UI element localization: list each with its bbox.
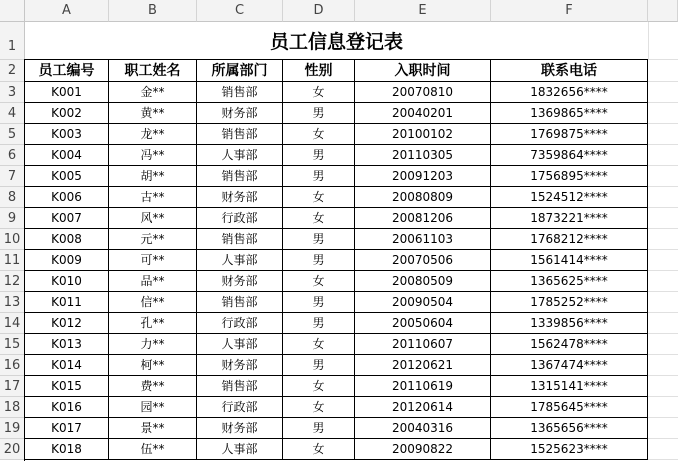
empty-cell[interactable]	[648, 355, 678, 376]
empty-cell[interactable]	[648, 166, 678, 187]
table-cell[interactable]: 金**	[109, 82, 197, 103]
table-cell[interactable]: 1832656****	[491, 82, 648, 103]
table-cell[interactable]: 20120621	[355, 355, 491, 376]
empty-cell[interactable]	[648, 124, 678, 145]
table-cell[interactable]: K009	[25, 250, 109, 271]
row-header[interactable]: 12	[0, 271, 25, 292]
table-cell[interactable]: 20070506	[355, 250, 491, 271]
table-cell[interactable]: 财务部	[197, 418, 283, 439]
table-cell[interactable]: K016	[25, 397, 109, 418]
table-cell[interactable]: 销售部	[197, 82, 283, 103]
table-cell[interactable]: 女	[283, 334, 355, 355]
empty-cell[interactable]	[648, 82, 678, 103]
empty-cell[interactable]	[648, 376, 678, 397]
table-cell[interactable]: K006	[25, 187, 109, 208]
table-cell[interactable]: K012	[25, 313, 109, 334]
column-header-g[interactable]	[648, 0, 678, 22]
table-cell[interactable]: 20120614	[355, 397, 491, 418]
table-cell[interactable]: 男	[283, 166, 355, 187]
table-cell[interactable]: K014	[25, 355, 109, 376]
column-header-f[interactable]: F	[491, 0, 648, 22]
table-cell[interactable]: 销售部	[197, 166, 283, 187]
table-cell[interactable]: 景**	[109, 418, 197, 439]
table-cell[interactable]: 男	[283, 418, 355, 439]
row-header[interactable]: 17	[0, 376, 25, 397]
table-cell[interactable]: K015	[25, 376, 109, 397]
column-header-d[interactable]: D	[283, 0, 355, 22]
table-cell[interactable]: 男	[283, 292, 355, 313]
table-cell[interactable]: 1367474****	[491, 355, 648, 376]
table-cell[interactable]: 20040201	[355, 103, 491, 124]
table-cell[interactable]: 费**	[109, 376, 197, 397]
row-header[interactable]: 10	[0, 229, 25, 250]
table-cell[interactable]: 女	[283, 376, 355, 397]
table-cell[interactable]: 1785645****	[491, 397, 648, 418]
row-header[interactable]: 13	[0, 292, 25, 313]
table-cell[interactable]: 黄**	[109, 103, 197, 124]
empty-cell[interactable]	[648, 229, 678, 250]
table-cell[interactable]: 1756895****	[491, 166, 648, 187]
table-cell[interactable]: 1365656****	[491, 418, 648, 439]
table-cell[interactable]: K007	[25, 208, 109, 229]
row-header[interactable]: 11	[0, 250, 25, 271]
table-cell[interactable]: 1365625****	[491, 271, 648, 292]
table-cell[interactable]: 胡**	[109, 166, 197, 187]
header-cell[interactable]: 联系电话	[491, 60, 648, 82]
table-cell[interactable]: 冯**	[109, 145, 197, 166]
table-cell[interactable]: 男	[283, 103, 355, 124]
table-cell[interactable]: 20100102	[355, 124, 491, 145]
table-cell[interactable]: 男	[283, 313, 355, 334]
row-header[interactable]: 7	[0, 166, 25, 187]
table-cell[interactable]: 人事部	[197, 145, 283, 166]
table-cell[interactable]: 女	[283, 208, 355, 229]
table-cell[interactable]: 销售部	[197, 229, 283, 250]
table-cell[interactable]: 孔**	[109, 313, 197, 334]
sheet-title[interactable]: 员工信息登记表	[25, 22, 648, 60]
table-cell[interactable]: 财务部	[197, 103, 283, 124]
table-cell[interactable]: K005	[25, 166, 109, 187]
table-cell[interactable]: 20081206	[355, 208, 491, 229]
table-cell[interactable]: 柯**	[109, 355, 197, 376]
empty-cell[interactable]	[648, 271, 678, 292]
header-cell[interactable]: 职工姓名	[109, 60, 197, 82]
table-cell[interactable]: 人事部	[197, 439, 283, 460]
table-cell[interactable]: 元**	[109, 229, 197, 250]
row-header[interactable]: 20	[0, 439, 25, 460]
table-cell[interactable]: 男	[283, 355, 355, 376]
row-header[interactable]: 19	[0, 418, 25, 439]
table-cell[interactable]: 销售部	[197, 292, 283, 313]
table-cell[interactable]: 20070810	[355, 82, 491, 103]
empty-cell[interactable]	[648, 22, 678, 60]
table-cell[interactable]: 龙**	[109, 124, 197, 145]
table-cell[interactable]: 1339856****	[491, 313, 648, 334]
table-cell[interactable]: 女	[283, 439, 355, 460]
table-cell[interactable]: 财务部	[197, 187, 283, 208]
empty-cell[interactable]	[648, 439, 678, 460]
row-header[interactable]: 9	[0, 208, 25, 229]
table-cell[interactable]: K008	[25, 229, 109, 250]
table-cell[interactable]: 力**	[109, 334, 197, 355]
empty-cell[interactable]	[648, 313, 678, 334]
row-header[interactable]: 5	[0, 124, 25, 145]
header-cell[interactable]: 性别	[283, 60, 355, 82]
table-cell[interactable]: 20110305	[355, 145, 491, 166]
table-cell[interactable]: 20090822	[355, 439, 491, 460]
empty-cell[interactable]	[648, 60, 678, 82]
column-header-e[interactable]: E	[355, 0, 491, 22]
table-cell[interactable]: 20091203	[355, 166, 491, 187]
row-header[interactable]: 2	[0, 60, 25, 82]
table-cell[interactable]: 20090504	[355, 292, 491, 313]
table-cell[interactable]: 财务部	[197, 355, 283, 376]
row-header[interactable]: 1	[0, 22, 25, 60]
table-cell[interactable]: 男	[283, 250, 355, 271]
table-cell[interactable]: 20040316	[355, 418, 491, 439]
table-cell[interactable]: 1561414****	[491, 250, 648, 271]
table-cell[interactable]: 女	[283, 397, 355, 418]
table-cell[interactable]: 20080809	[355, 187, 491, 208]
column-header-a[interactable]: A	[25, 0, 109, 22]
header-cell[interactable]: 所属部门	[197, 60, 283, 82]
row-header[interactable]: 3	[0, 82, 25, 103]
row-header[interactable]: 18	[0, 397, 25, 418]
table-cell[interactable]: 信**	[109, 292, 197, 313]
table-cell[interactable]: 人事部	[197, 250, 283, 271]
table-cell[interactable]: 1768212****	[491, 229, 648, 250]
table-cell[interactable]: 男	[283, 229, 355, 250]
table-cell[interactable]: 女	[283, 124, 355, 145]
table-cell[interactable]: 20080509	[355, 271, 491, 292]
select-all-corner[interactable]	[0, 0, 25, 22]
row-header[interactable]: 8	[0, 187, 25, 208]
table-cell[interactable]: 财务部	[197, 271, 283, 292]
row-header[interactable]: 4	[0, 103, 25, 124]
table-cell[interactable]: K004	[25, 145, 109, 166]
table-cell[interactable]: 1769875****	[491, 124, 648, 145]
empty-cell[interactable]	[648, 418, 678, 439]
table-cell[interactable]: 7359864****	[491, 145, 648, 166]
table-cell[interactable]: 销售部	[197, 124, 283, 145]
table-cell[interactable]: K001	[25, 82, 109, 103]
table-cell[interactable]: 女	[283, 82, 355, 103]
table-cell[interactable]: 女	[283, 187, 355, 208]
table-cell[interactable]: 品**	[109, 271, 197, 292]
header-cell[interactable]: 入职时间	[355, 60, 491, 82]
table-cell[interactable]: 伍**	[109, 439, 197, 460]
table-cell[interactable]: K018	[25, 439, 109, 460]
table-cell[interactable]: K010	[25, 271, 109, 292]
table-cell[interactable]: 人事部	[197, 334, 283, 355]
table-cell[interactable]: 20050604	[355, 313, 491, 334]
table-cell[interactable]: K003	[25, 124, 109, 145]
table-cell[interactable]: 1873221****	[491, 208, 648, 229]
table-cell[interactable]: 1369865****	[491, 103, 648, 124]
header-cell[interactable]: 员工编号	[25, 60, 109, 82]
table-cell[interactable]: 行政部	[197, 397, 283, 418]
table-cell[interactable]: 男	[283, 145, 355, 166]
table-cell[interactable]: 20061103	[355, 229, 491, 250]
table-cell[interactable]: 古**	[109, 187, 197, 208]
row-header[interactable]: 15	[0, 334, 25, 355]
table-cell[interactable]: K011	[25, 292, 109, 313]
empty-cell[interactable]	[648, 250, 678, 271]
table-cell[interactable]: 20110619	[355, 376, 491, 397]
table-cell[interactable]: 1524512****	[491, 187, 648, 208]
table-cell[interactable]: 行政部	[197, 313, 283, 334]
table-cell[interactable]: 1785252****	[491, 292, 648, 313]
row-header[interactable]: 14	[0, 313, 25, 334]
table-cell[interactable]: 可**	[109, 250, 197, 271]
table-cell[interactable]: 销售部	[197, 376, 283, 397]
empty-cell[interactable]	[648, 334, 678, 355]
table-cell[interactable]: 1562478****	[491, 334, 648, 355]
table-cell[interactable]: 1525623****	[491, 439, 648, 460]
table-cell[interactable]: 园**	[109, 397, 197, 418]
table-cell[interactable]: 风**	[109, 208, 197, 229]
column-header-c[interactable]: C	[197, 0, 283, 22]
empty-cell[interactable]	[648, 292, 678, 313]
empty-cell[interactable]	[648, 145, 678, 166]
empty-cell[interactable]	[648, 208, 678, 229]
table-cell[interactable]: K013	[25, 334, 109, 355]
table-cell[interactable]: 1315141****	[491, 376, 648, 397]
column-header-b[interactable]: B	[109, 0, 197, 22]
table-cell[interactable]: K017	[25, 418, 109, 439]
table-cell[interactable]: 20110607	[355, 334, 491, 355]
empty-cell[interactable]	[648, 187, 678, 208]
table-cell[interactable]: 行政部	[197, 208, 283, 229]
table-cell[interactable]: 女	[283, 271, 355, 292]
row-header[interactable]: 16	[0, 355, 25, 376]
table-cell[interactable]: K002	[25, 103, 109, 124]
empty-cell[interactable]	[648, 103, 678, 124]
empty-cell[interactable]	[648, 397, 678, 418]
row-header[interactable]: 6	[0, 145, 25, 166]
